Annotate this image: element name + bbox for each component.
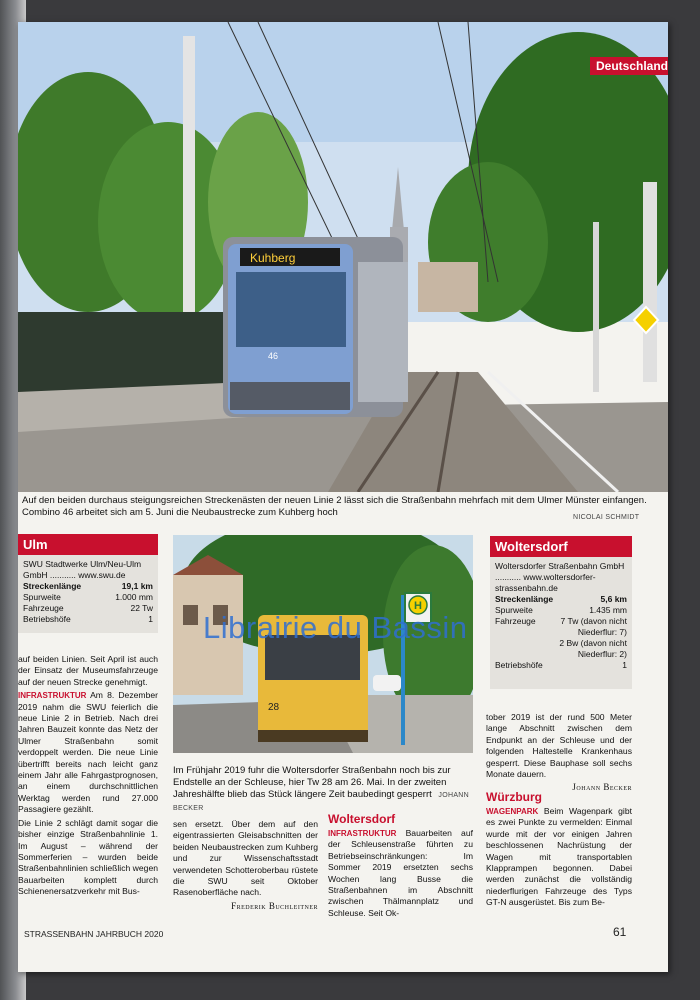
top-photo-credit: NICOLAI SCHMIDT [573,514,640,521]
wd-row-trailers: 2 Bw (davon nicht Niederflur: 2) [559,638,627,659]
woltersdorf-right-column [486,712,632,796]
ulm-infobox [18,555,158,633]
mid-caption-text: Im Frühjahr 2019 fuhr die Woltersdorfer Straßenbahn noch bis zur Endstelle an der Schleuse, hier Tw 28 am 26. Mai. In der zweiten Jahreshälfte blieb das Stück längere Zeit baubedingt gesperrt [173,765,451,800]
woltersdorf-text-column [328,828,473,921]
wuerzburg-heading: Würzburg [486,790,542,804]
ulm-continued-text: sen ersetzt. Über dem auf den eigentrassierten Gleisabschnitten der beiden Neubaustrecken zum Kuhberg und zur Wissenschaftsstadt verwendeten Schotteroberbau rüstete die SWU seit Oktober Rasenoberfläche nach. [173,819,318,898]
tram-28-number: 28 [268,702,280,713]
woltersdorf-author: Johann Becker [572,782,632,793]
tram-destination-display: Kuhberg [250,251,296,265]
ulm-author: Frederik Buchleitner [231,900,318,911]
ulm-paragraph-3: Die Linie 2 schlägt damit sogar die bisher einzige Straßenbahnlinie 1. Im August – während der Sommerferien – wurden beide Straßenbahnlinien schließlich wegen Bauarbeiten komplett durch Schienenersatzverkehr mit Bus- [18,817,158,897]
ulm-heading: Ulm [18,534,158,555]
magazine-page [18,22,668,972]
woltersdorf-keyword: INFRASTRUKTUR [328,829,397,838]
wuerzburg-text-column [486,806,632,911]
top-photo-caption [22,495,662,519]
woltersdorf-heading: Woltersdorf [490,536,632,557]
ulm-row-depots: Betriebshöfe 1 [23,614,153,624]
top-caption-text: Auf den beiden durchaus steigungsreichen Streckenästen der neuen Linie 2 lässt sich die Straßenbahn mehrfach mit dem Ulmer Münster einfangen. Combino 46 arbeitet sich am 5. Juni die Neubaustrecke zum Kuhberg hoch [22,495,647,518]
ulm-paragraph-2: INFRASTRUKTUR Am 8. Dezember 2019 nahm die SWU feierlich die neue Linie 2 in Betrieb. Nach drei Jahren Bauzeit konnte das Netz der Ulmer Straßenbahn somit verdoppelt werden. Die neue Linie übertrifft bereits nach leicht ganz einem Jahr alle Fahrgastprognosen, an einem durchschnittlichen Werktag werden rund 27.000 Passagiere gezählt. [18,690,158,815]
ulm-keyword: INFRASTRUKTUR [18,691,87,701]
wd-row-depots: Betriebshöfe 1 [495,660,627,670]
woltersdorf-paragraph-2: tober 2019 ist der rund 500 Meter lange Abschnitt zwischen dem Endpunkt an der Schleuse und der folgenden Haltestelle Krankenhaus gesperrt. Diese Bauphase soll sechs Monate dauern. [486,712,632,780]
ulm-row-length: Streckenlänge 19,1 km [23,581,153,591]
footer-publication: STRASSENBAHN JAHRBUCH 2020 [24,929,164,939]
tram-number: 46 [268,351,279,361]
ulm-text-column [18,654,158,900]
mid-photo-caption [173,765,473,815]
tram-photo-ulm [18,22,668,492]
woltersdorf-infobox [490,557,632,689]
ulm-row-vehicles: Fahrzeuge 22 Tw [23,603,153,613]
country-badge: Deutschland [590,57,668,75]
woltersdorf-company: Woltersdorfer Straßenbahn GmbH ........... www.woltersdorfer-strassenbahn.de [495,561,625,593]
ulm-company: SWU Stadtwerke Ulm/Neu-Ulm GmbH ........... www.swu.de [23,559,142,580]
wuerzburg-paragraph-1: WAGENPARK Beim Wagenpark gibt es zwei Punkte zu vermelden: Einmal wurde mit der vor einigen Jahren beschlossenen Nachrüstung der Wagen mit transportablen Klapprampen begonnen. Dabei werden zunächst die vollständig niederflurigen Fahrzeuge des Typs GT-N ausgerüstet. Bis zum Be- [486,806,632,908]
ulm-row-gauge: Spurweite 1.000 mm [23,592,153,602]
mid-photo-credit: JOHANN BECKER [173,792,470,812]
woltersdorf-paragraph-1: INFRASTRUKTUR Bauarbeiten auf der Schleusenstraße führten zu Betriebseinschränkungen: Im Sommer 2019 ersetzten sechs Wochen lang Busse die Straßenbahnen im Abschnitt zwischen Thälmannplatz und Schleuse. Seit Ok- [328,828,473,918]
ulm-paragraph-1: auf beiden Linien. Seit April ist auch der Einsatz der Museumsfahrzeuge auf der neuen Strecke genehmigt. [18,654,158,687]
watermark-text: Librairie du Bassin [203,610,468,645]
ulm-continued-column [173,819,318,914]
wd-row-vehicles: Fahrzeuge 7 Tw (davon nicht Niederflur: 7) [495,616,627,637]
stop-sign-letter: H [414,600,422,612]
page-number: 61 [613,925,627,939]
wd-row-length: Streckenlänge 5,6 km [495,594,627,604]
wd-row-gauge: Spurweite 1.435 mm [495,605,627,615]
wuerzburg-keyword: WAGENPARK [486,807,539,816]
woltersdorf-subheading: Woltersdorf [328,812,396,826]
